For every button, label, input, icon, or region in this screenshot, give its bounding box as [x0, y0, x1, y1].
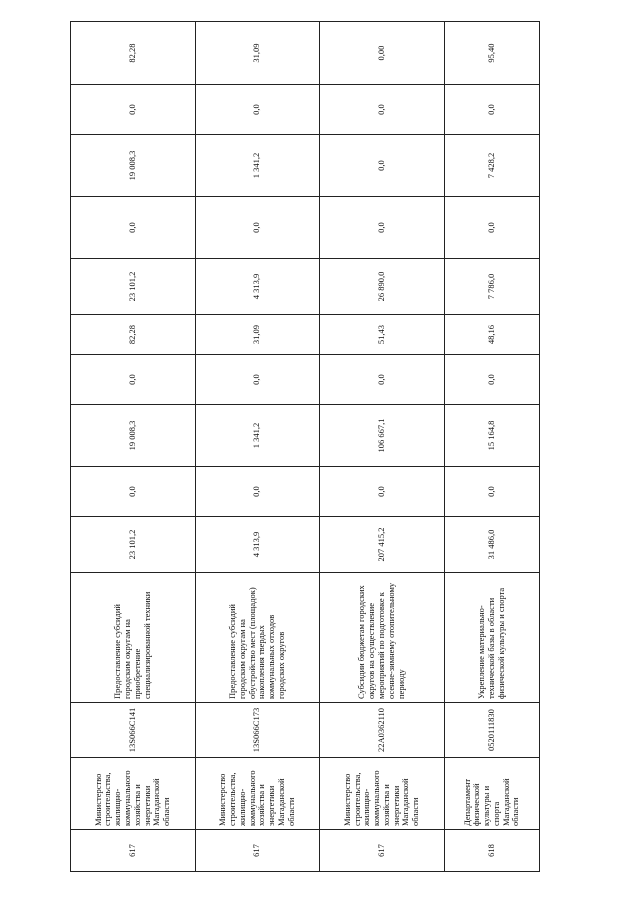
- code-cell: 22A0362110: [320, 703, 445, 758]
- code-cell: 13S066C173: [195, 703, 320, 758]
- value-cell: 1 341,2: [195, 405, 320, 467]
- ministry-cell: Министерство строительства, жилищно-коммунального хозяйства и энергетики Магаданской области: [71, 758, 196, 830]
- description-cell: Укрепление материально-технической базы в области физической культуры и спорта: [444, 573, 539, 703]
- row-number: 617: [71, 830, 196, 872]
- value-cell: 0,0: [195, 85, 320, 135]
- value-cell: 4 313,9: [195, 517, 320, 573]
- code-cell: 13S066C141: [71, 703, 196, 758]
- value-cell: 48,16: [444, 315, 539, 355]
- value-cell: 0,0: [195, 467, 320, 517]
- description-cell: Субсидии бюджетам городских округов на осуществление мероприятий по подготовке к осенне-зимнему отопительному периоду: [320, 573, 445, 703]
- value-cell: 23 101,2: [71, 517, 196, 573]
- value-cell: 1 341,2: [195, 135, 320, 197]
- value-cell: 15 164,8: [444, 405, 539, 467]
- value-cell: 95,40: [444, 22, 539, 85]
- rotated-table-sheet: [70, 43, 540, 872]
- row-number: 618: [444, 830, 539, 872]
- value-cell: 207 415,2: [320, 517, 445, 573]
- value-cell: 31,09: [195, 315, 320, 355]
- description-cell: Предоставление субсидий городским округам на приобретение специализированной техники: [71, 573, 196, 703]
- value-cell: 82,28: [71, 315, 196, 355]
- value-cell: 0,0: [320, 355, 445, 405]
- value-cell: 0,0: [195, 197, 320, 259]
- value-cell: 0,0: [444, 355, 539, 405]
- value-cell: 0,0: [71, 355, 196, 405]
- value-cell: 19 008,3: [71, 135, 196, 197]
- value-cell: 0,0: [71, 85, 196, 135]
- table-row: [320, 22, 445, 872]
- value-cell: 26 890,0: [320, 259, 445, 315]
- value-cell: 31,09: [195, 22, 320, 85]
- value-cell: 7 428,2: [444, 135, 539, 197]
- ministry-cell: Министерство строительства, жилищно-коммунального хозяйства и энергетики Магаданской области: [320, 758, 445, 830]
- value-cell: 0,00: [320, 22, 445, 85]
- table-row: [195, 22, 320, 872]
- code-cell: 0520111830: [444, 703, 539, 758]
- value-cell: 0,0: [320, 135, 445, 197]
- value-cell: 0,0: [320, 467, 445, 517]
- value-cell: 7 786,0: [444, 259, 539, 315]
- row-number: 617: [320, 830, 445, 872]
- ministry-cell: Департамент физической культуры и спорта Магаданской области: [444, 758, 539, 830]
- value-cell: 0,0: [444, 85, 539, 135]
- value-cell: 0,0: [195, 355, 320, 405]
- value-cell: 51,43: [320, 315, 445, 355]
- budget-table: [70, 21, 540, 872]
- value-cell: 0,0: [320, 197, 445, 259]
- value-cell: 19 008,3: [71, 405, 196, 467]
- table-row: [444, 22, 539, 872]
- table-row: [71, 22, 196, 872]
- value-cell: 106 667,1: [320, 405, 445, 467]
- row-number: 617: [195, 830, 320, 872]
- value-cell: 0,0: [444, 197, 539, 259]
- value-cell: 0,0: [71, 467, 196, 517]
- value-cell: 31 486,0: [444, 517, 539, 573]
- description-cell: Предоставление субсидий городским округам на обустройство мест (площадок) накопления твердых коммунальных отходов городских округов: [195, 573, 320, 703]
- value-cell: 0,0: [320, 85, 445, 135]
- value-cell: 0,0: [71, 197, 196, 259]
- value-cell: 4 313,9: [195, 259, 320, 315]
- value-cell: 82,28: [71, 22, 196, 85]
- value-cell: 23 101,2: [71, 259, 196, 315]
- ministry-cell: Министерство строительства, жилищно-коммунального хозяйства и энергетики Магаданской области: [195, 758, 320, 830]
- value-cell: 0,0: [444, 467, 539, 517]
